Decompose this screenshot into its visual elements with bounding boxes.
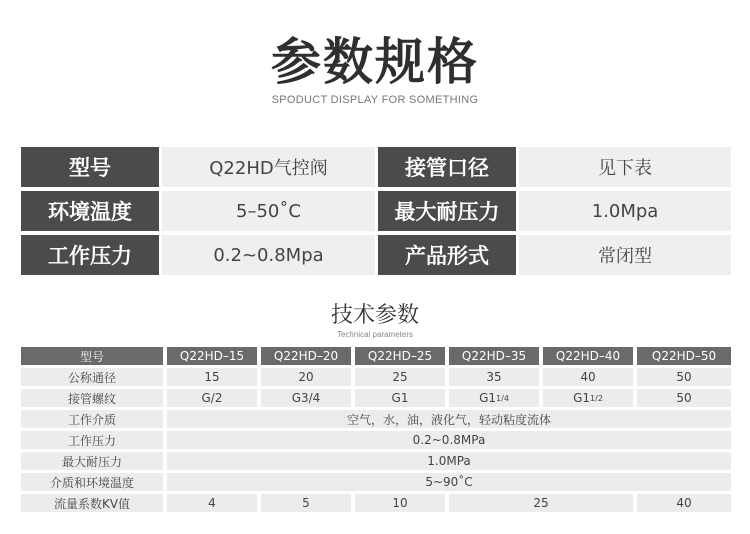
spec-row xyxy=(21,191,731,231)
table-cell: 15 xyxy=(167,368,257,386)
table-cell: G3/4 xyxy=(261,389,351,407)
row-label: 最大耐压力 xyxy=(21,452,163,470)
spec-value: 1.0Mpa xyxy=(519,191,731,231)
thread-fraction: 1/4 xyxy=(496,393,509,403)
table-cell: 4 xyxy=(167,494,257,512)
table-cell: 空气，水，油，液化气，轻动粘度流体 xyxy=(167,410,731,428)
table-row xyxy=(21,410,731,428)
table-cell xyxy=(543,389,633,407)
spec-label: 产品形式 xyxy=(378,235,516,275)
table-cell: 5~90˚C xyxy=(167,473,731,491)
table-cell: 0.2~0.8MPa xyxy=(167,431,731,449)
page-title: 参数规格 xyxy=(271,33,479,91)
row-label: 接管螺纹 xyxy=(21,389,163,407)
table-cell: 25 xyxy=(355,368,445,386)
thread-fraction: 1/2 xyxy=(590,393,603,403)
spec-row xyxy=(21,235,731,275)
table-header-row xyxy=(21,347,731,365)
table-cell xyxy=(449,389,539,407)
spec-value: 常闭型 xyxy=(519,235,731,275)
table-header-cell: Q22HD–15 xyxy=(167,347,257,365)
table-cell: 40 xyxy=(637,494,731,512)
table-cell: 25 xyxy=(449,494,633,512)
row-label: 工作压力 xyxy=(21,431,163,449)
table-header-cell: Q22HD–35 xyxy=(449,347,539,365)
table-cell: 10 xyxy=(355,494,445,512)
table-cell: 5 xyxy=(261,494,351,512)
spec-label: 环境温度 xyxy=(21,191,159,231)
table-row xyxy=(21,494,731,512)
tech-params-subtitle: Technical parameters xyxy=(336,330,414,339)
page-subtitle: SPODUCT DISPLAY FOR SOMETHING xyxy=(271,94,479,106)
spec-value: 0.2~0.8Mpa xyxy=(162,235,375,275)
tech-params-table xyxy=(21,347,731,515)
spec-value: 5–50˚C xyxy=(162,191,375,231)
table-row xyxy=(21,473,731,491)
table-row xyxy=(21,431,731,449)
spec-label: 工作压力 xyxy=(21,235,159,275)
spec-label: 最大耐压力 xyxy=(378,191,516,231)
table-cell: G/2 xyxy=(167,389,257,407)
spec-table xyxy=(21,147,731,279)
spec-row xyxy=(21,147,731,187)
spec-label: 型号 xyxy=(21,147,159,187)
tech-params-title: 技术参数 xyxy=(330,303,419,328)
thread-main: G1 xyxy=(479,391,497,405)
table-row xyxy=(21,389,731,407)
spec-label: 接管口径 xyxy=(378,147,516,187)
table-cell: 40 xyxy=(543,368,633,386)
table-header-cell: Q22HD–20 xyxy=(261,347,351,365)
row-label: 公称通径 xyxy=(21,368,163,386)
table-cell: 20 xyxy=(261,368,351,386)
spec-value: Q22HD气控阀 xyxy=(162,147,375,187)
table-header-cell: Q22HD–50 xyxy=(637,347,731,365)
table-cell: G1 xyxy=(355,389,445,407)
table-cell: 50 xyxy=(637,389,731,407)
table-cell: 50 xyxy=(637,368,731,386)
table-header-cell: Q22HD–40 xyxy=(543,347,633,365)
table-row xyxy=(21,452,731,470)
row-label: 流量系数KV值 xyxy=(21,494,163,512)
table-header-cell: Q22HD–25 xyxy=(355,347,445,365)
row-label: 工作介质 xyxy=(21,410,163,428)
row-label: 介质和环境温度 xyxy=(21,473,163,491)
thread-main: G1 xyxy=(573,391,591,405)
table-header-cell: 型号 xyxy=(21,347,163,365)
table-cell: 1.0MPa xyxy=(167,452,731,470)
table-cell: 35 xyxy=(449,368,539,386)
table-row xyxy=(21,368,731,386)
spec-value: 见下表 xyxy=(519,147,731,187)
